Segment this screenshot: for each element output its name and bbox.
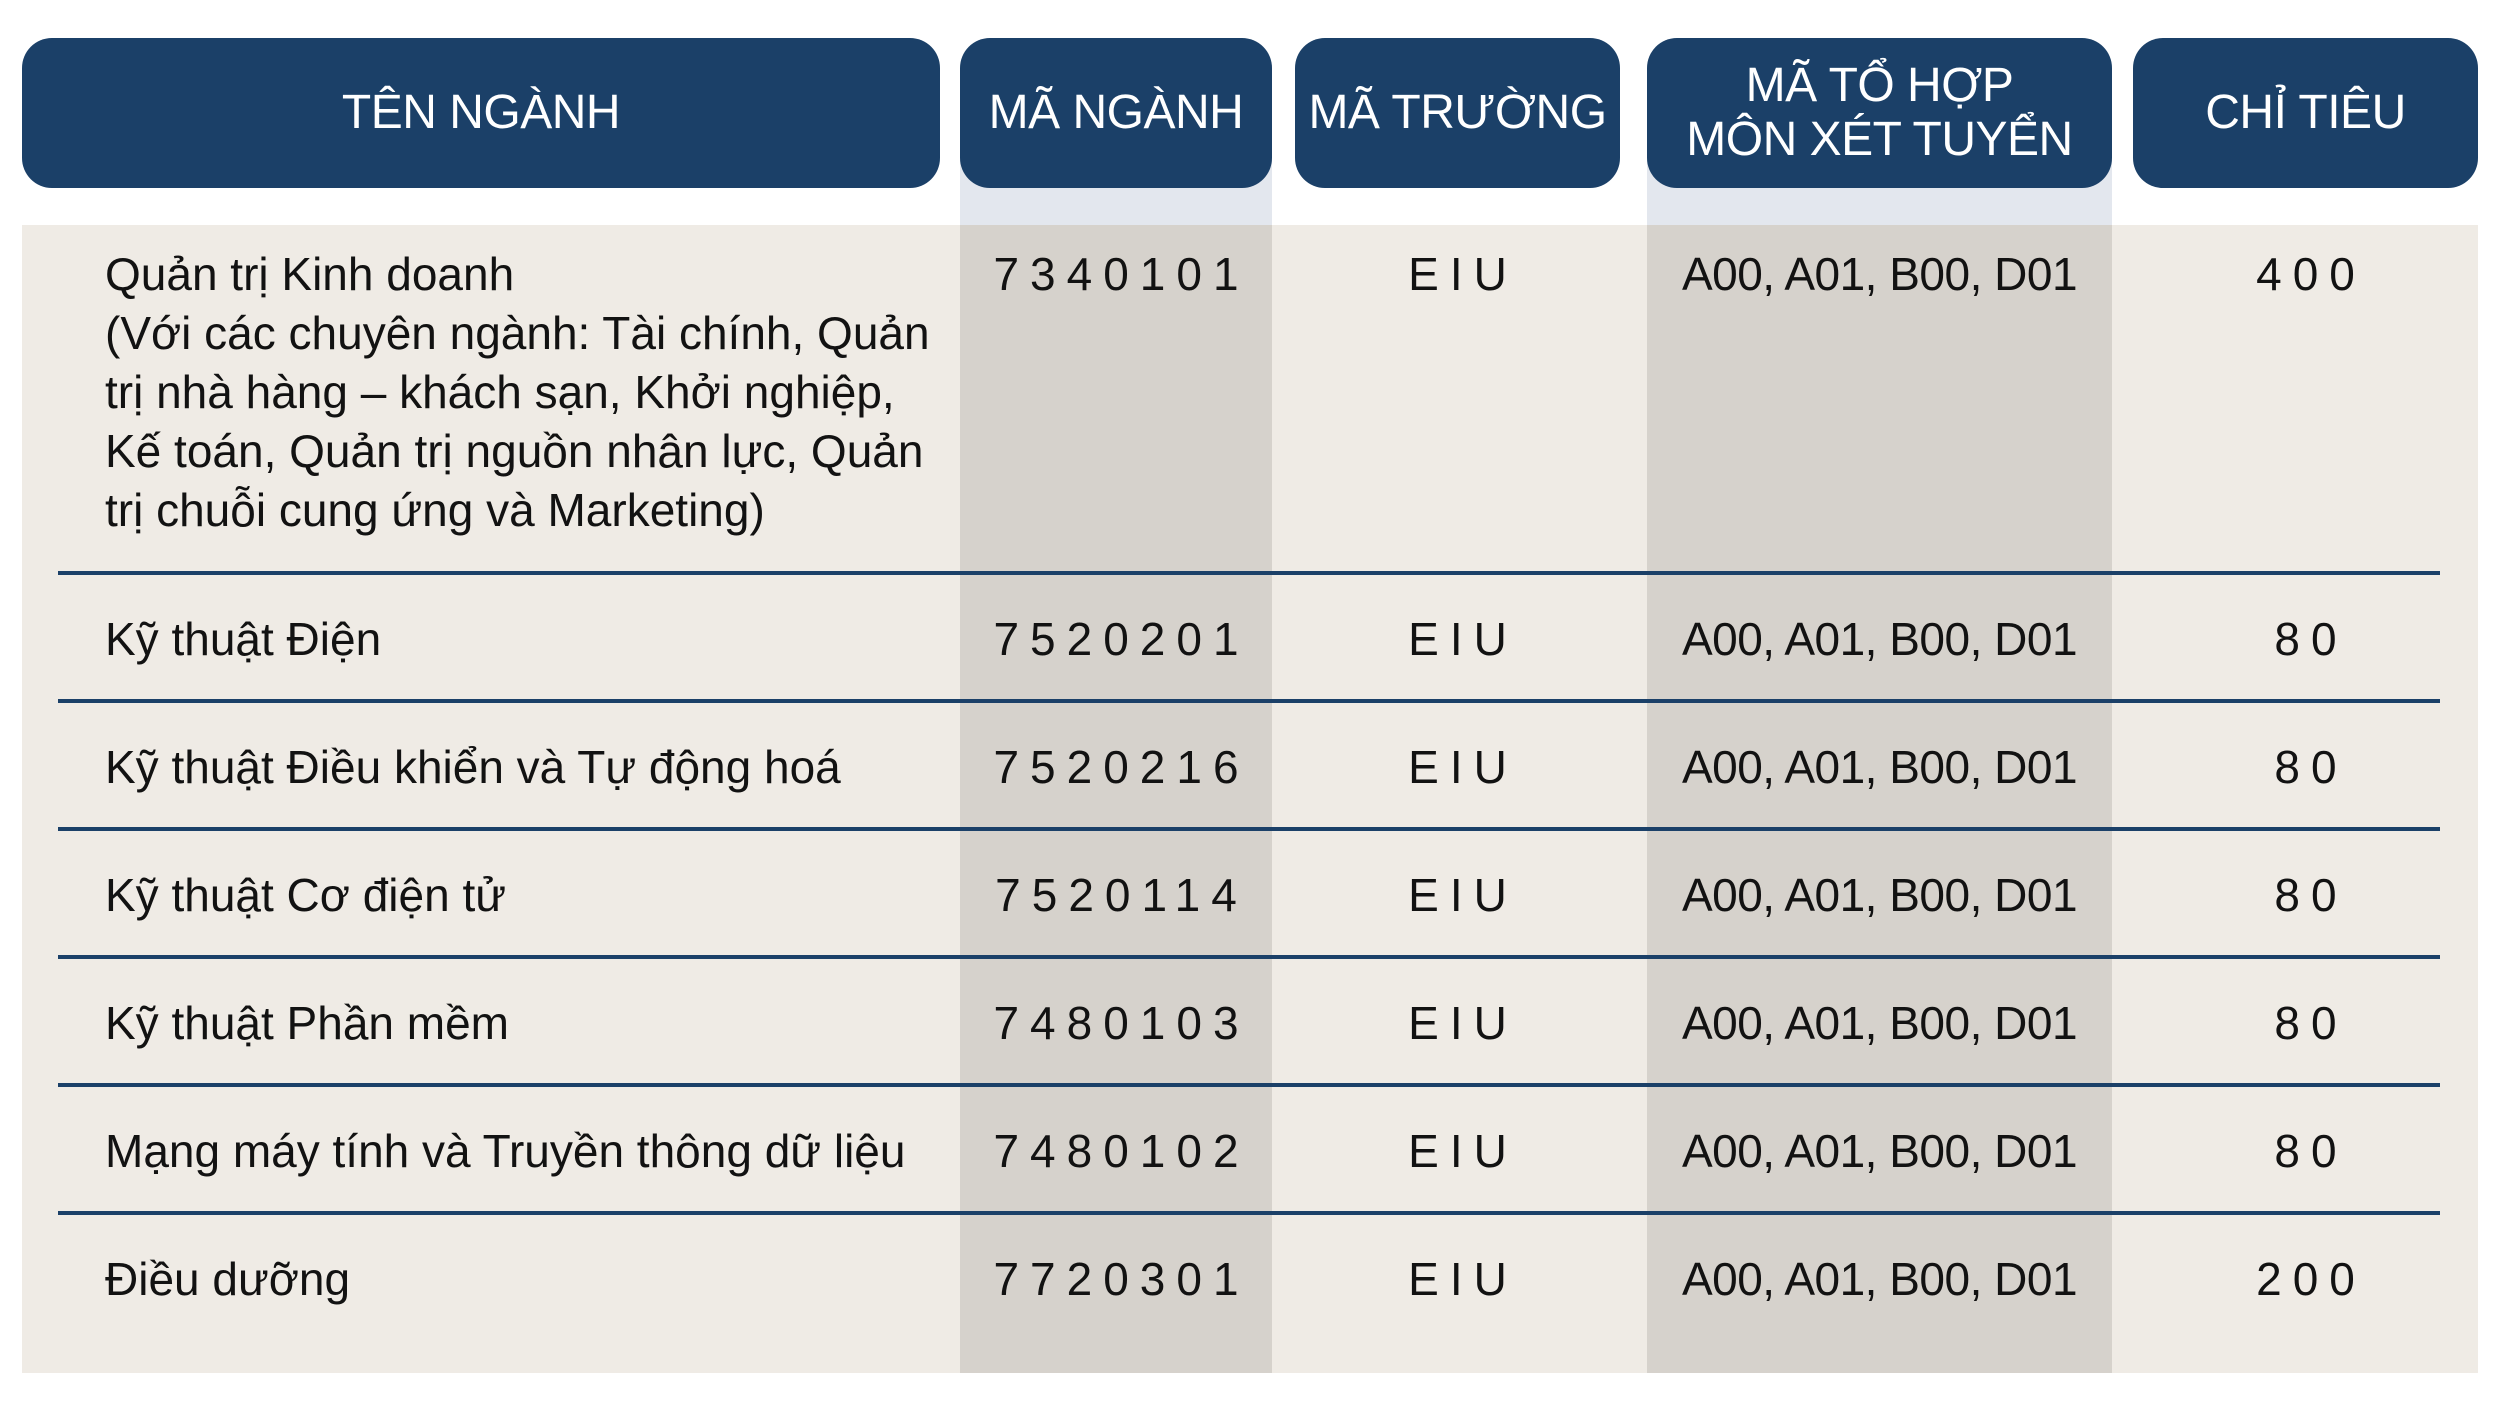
- subject-combination: A00, A01, B00, D01: [1681, 869, 2078, 921]
- subject-combination: A00, A01, B00, D01: [1681, 997, 2078, 1049]
- school-code: EIU: [1408, 741, 1518, 793]
- header-school-code: [1295, 38, 1620, 188]
- school-code: EIU: [1408, 613, 1518, 665]
- school-code: EIU: [1408, 997, 1518, 1049]
- header-subject-combination: [1647, 38, 2112, 188]
- quota: 200: [2256, 1253, 2366, 1305]
- table-row: [0, 1215, 2500, 1373]
- header-major-code: [960, 38, 1272, 188]
- quota: 80: [2274, 997, 2348, 1049]
- major-code: 7520201: [993, 613, 1250, 665]
- major-code: 7480103: [993, 997, 1250, 1049]
- subject-combination: A00, A01, B00, D01: [1681, 248, 2078, 300]
- header-major-code-label: MÃ NGÀNH: [988, 86, 1244, 139]
- header-subject-combination-line2: MÔN XÉT TUYỂN: [1686, 113, 2073, 166]
- major-code: 7520114: [995, 869, 1248, 921]
- major-code: 7720301: [993, 1253, 1250, 1305]
- table-row: [0, 703, 2500, 831]
- major-name: Kỹ thuật Phần mềm: [105, 997, 509, 1049]
- school-code: EIU: [1408, 869, 1518, 921]
- school-code: EIU: [1408, 1125, 1518, 1177]
- subject-combination: A00, A01, B00, D01: [1681, 1125, 2078, 1177]
- major-name: Kỹ thuật Cơ điện tử: [105, 869, 507, 921]
- subject-combination: A00, A01, B00, D01: [1681, 1253, 2078, 1305]
- quota: 80: [2274, 613, 2348, 665]
- header-major-name-label: TÊN NGÀNH: [341, 86, 621, 139]
- quota: 400: [2256, 248, 2366, 300]
- header-school-code-label: MÃ TRƯỜNG: [1308, 86, 1607, 139]
- table-row: [0, 575, 2500, 703]
- subject-combination: A00, A01, B00, D01: [1681, 613, 2078, 665]
- major-code: 7480102: [993, 1125, 1250, 1177]
- major-name: Mạng máy tính và Truyền thông dữ liệu: [105, 1125, 906, 1177]
- major-note: (Với các chuyên ngành: Tài chính, Quản trị nhà hàng – khách sạn, Khởi nghiệp, Kế toán, Quản trị nguồn nhân lực, Quản trị chuỗi cung ứng và Marketing): [105, 307, 930, 536]
- major-code: 7340101: [993, 248, 1250, 300]
- major-name: Kỹ thuật Điều khiển và Tự động hoá: [105, 741, 841, 793]
- quota: 80: [2274, 1125, 2348, 1177]
- table-row: [0, 1087, 2500, 1215]
- major-name: Điều dưỡng: [105, 1253, 351, 1305]
- table-row: [0, 831, 2500, 959]
- quota: 80: [2274, 741, 2348, 793]
- table-row: [0, 225, 2500, 575]
- school-code: EIU: [1408, 248, 1518, 300]
- major-name: Quản trị Kinh doanh: [105, 248, 515, 300]
- header-quota: [2133, 38, 2478, 188]
- school-code: EIU: [1408, 1253, 1518, 1305]
- header-major-name: [22, 38, 940, 188]
- header-quota-label: CHỈ TIÊU: [2205, 86, 2406, 139]
- table-row: [0, 959, 2500, 1087]
- major-name-cell: [105, 245, 945, 540]
- header-subject-combination-line1: MÃ TỔ HỢP: [1745, 59, 2014, 112]
- quota: 80: [2274, 869, 2348, 921]
- subject-combination: A00, A01, B00, D01: [1681, 741, 2078, 793]
- major-code: 7520216: [993, 741, 1250, 793]
- major-name: Kỹ thuật Điện: [105, 613, 382, 665]
